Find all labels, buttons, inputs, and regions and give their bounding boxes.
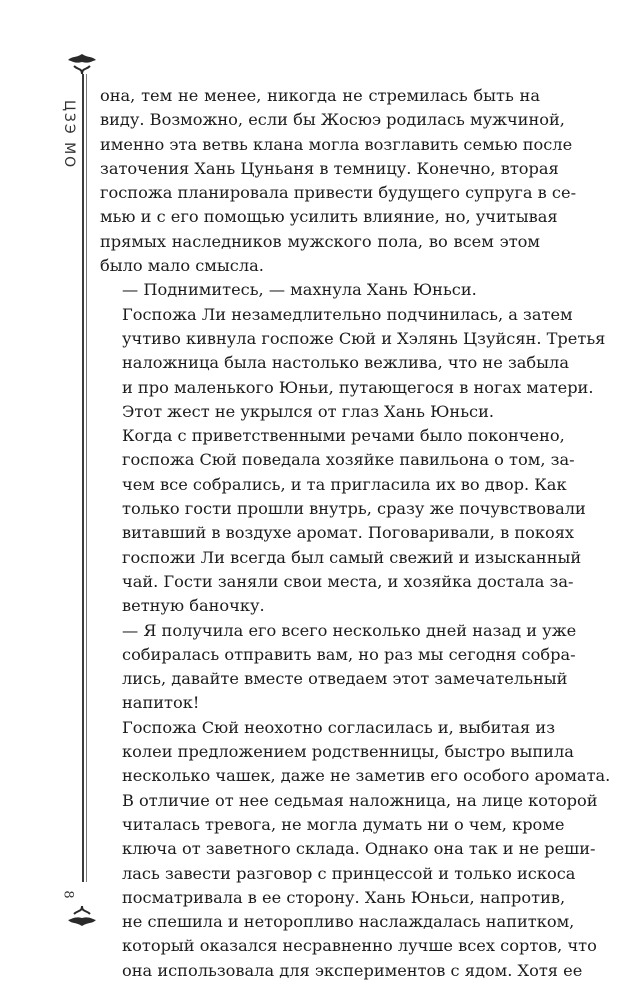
text-line: только гости прошли внутрь, сразу же почувствовали [122, 499, 586, 519]
margin-rule-thin [86, 74, 87, 882]
text-line: и про маленького Юньи, путающегося в ногах матери. [122, 377, 594, 397]
text-line: напиток! [122, 693, 200, 713]
paragraph [100, 278, 540, 302]
text-line: Когда с приветственными речами было покончено, [122, 426, 565, 446]
running-head: ЦЗЭ МО [61, 100, 77, 170]
text-line: Этот жест не укрылся от глаз Хань Юньси. [122, 401, 495, 421]
body-text [100, 84, 611, 983]
top-ornament-icon [62, 52, 102, 76]
text-line: посматривала в ее сторону. Хань Юньси, напротив, [122, 887, 566, 907]
text-line: не спешила и неторопливо наслаждалась напитком, [122, 912, 575, 932]
text-line: собиралась отправить вам, но раз мы сегодня собра- [122, 644, 576, 664]
paragraph [100, 84, 577, 278]
text-line: именно эта ветвь клана могла возглавить семью после [100, 134, 573, 154]
text-line: лись, давайте вместе отведаем этот замечательный [122, 669, 568, 689]
text-line: виду. Возможно, если бы Жосюэ родилась мужчиной, [100, 110, 565, 130]
text-line: наложница была настолько вежлива, что не забыла [122, 353, 569, 373]
text-line: она использовала для экспериментов с ядом. Хотя ее [122, 960, 583, 980]
text-line: госпожа Сюй поведала хозяйке павильона о том, за- [122, 450, 575, 470]
text-line: В отличие от нее седьмая наложница, на лице которой [122, 790, 598, 810]
text-line: она, тем не менее, никогда не стремилась быть на [100, 86, 540, 105]
text-line: лась завести разговор с принцессой и только искоса [122, 863, 576, 883]
text-line: госпожи Ли всегда был самый свежий и изысканный [122, 547, 582, 567]
text-line: было мало смысла. [100, 256, 264, 276]
text-line: госпожа планировала привести будущего супруга в се- [100, 183, 577, 203]
text-line: витавший в воздухе аромат. Поговаривали, в покоях [122, 523, 575, 543]
text-line: ключа от заветного склада. Однако она так и не реши- [122, 839, 596, 859]
text-line: чем все собрались, и та пригласила их во двор. Как [122, 474, 567, 494]
margin-rule [82, 74, 84, 882]
text-line: — Я получила его всего несколько дней назад и уже [122, 620, 577, 640]
bottom-ornament-icon [62, 904, 102, 928]
text-line: Госпожа Сюй неохотно согласилась и, выбитая из [122, 717, 556, 737]
text-line: который оказался несравненно лучше всех сортов, что [122, 936, 597, 956]
text-line: заточения Хань Цуньаня в темницу. Конечно, вторая [100, 158, 559, 178]
text-line: мью и с его помощью усилить влияние, но, учитывая [100, 207, 558, 227]
paragraph [100, 303, 606, 424]
paragraph [100, 424, 586, 618]
text-line: колеи предложением родственницы, быстро выпила [122, 742, 574, 762]
text-line: прямых наследников мужского пола, во всем этом [100, 231, 540, 251]
text-line: ветную баночку. [122, 596, 265, 616]
text-line: чай. Гости заняли свои места, и хозяйка достала за- [122, 571, 574, 591]
text-line: — Поднимитесь, — махнула Хань Юньси. [122, 280, 477, 300]
text-line: читалась тревога, не могла думать ни о чем, кроме [122, 814, 565, 834]
text-line: Госпожа Ли незамедлительно подчинилась, а затем [122, 304, 573, 324]
paragraph [100, 716, 611, 983]
text-line: учтиво кивнула госпоже Сюй и Хэлянь Цзуйсян. Третья [122, 328, 606, 348]
paragraph [100, 619, 577, 716]
text-line: несколько чашек, даже не заметив его особого аромата. [122, 766, 611, 786]
page-number: 8 [60, 890, 76, 899]
